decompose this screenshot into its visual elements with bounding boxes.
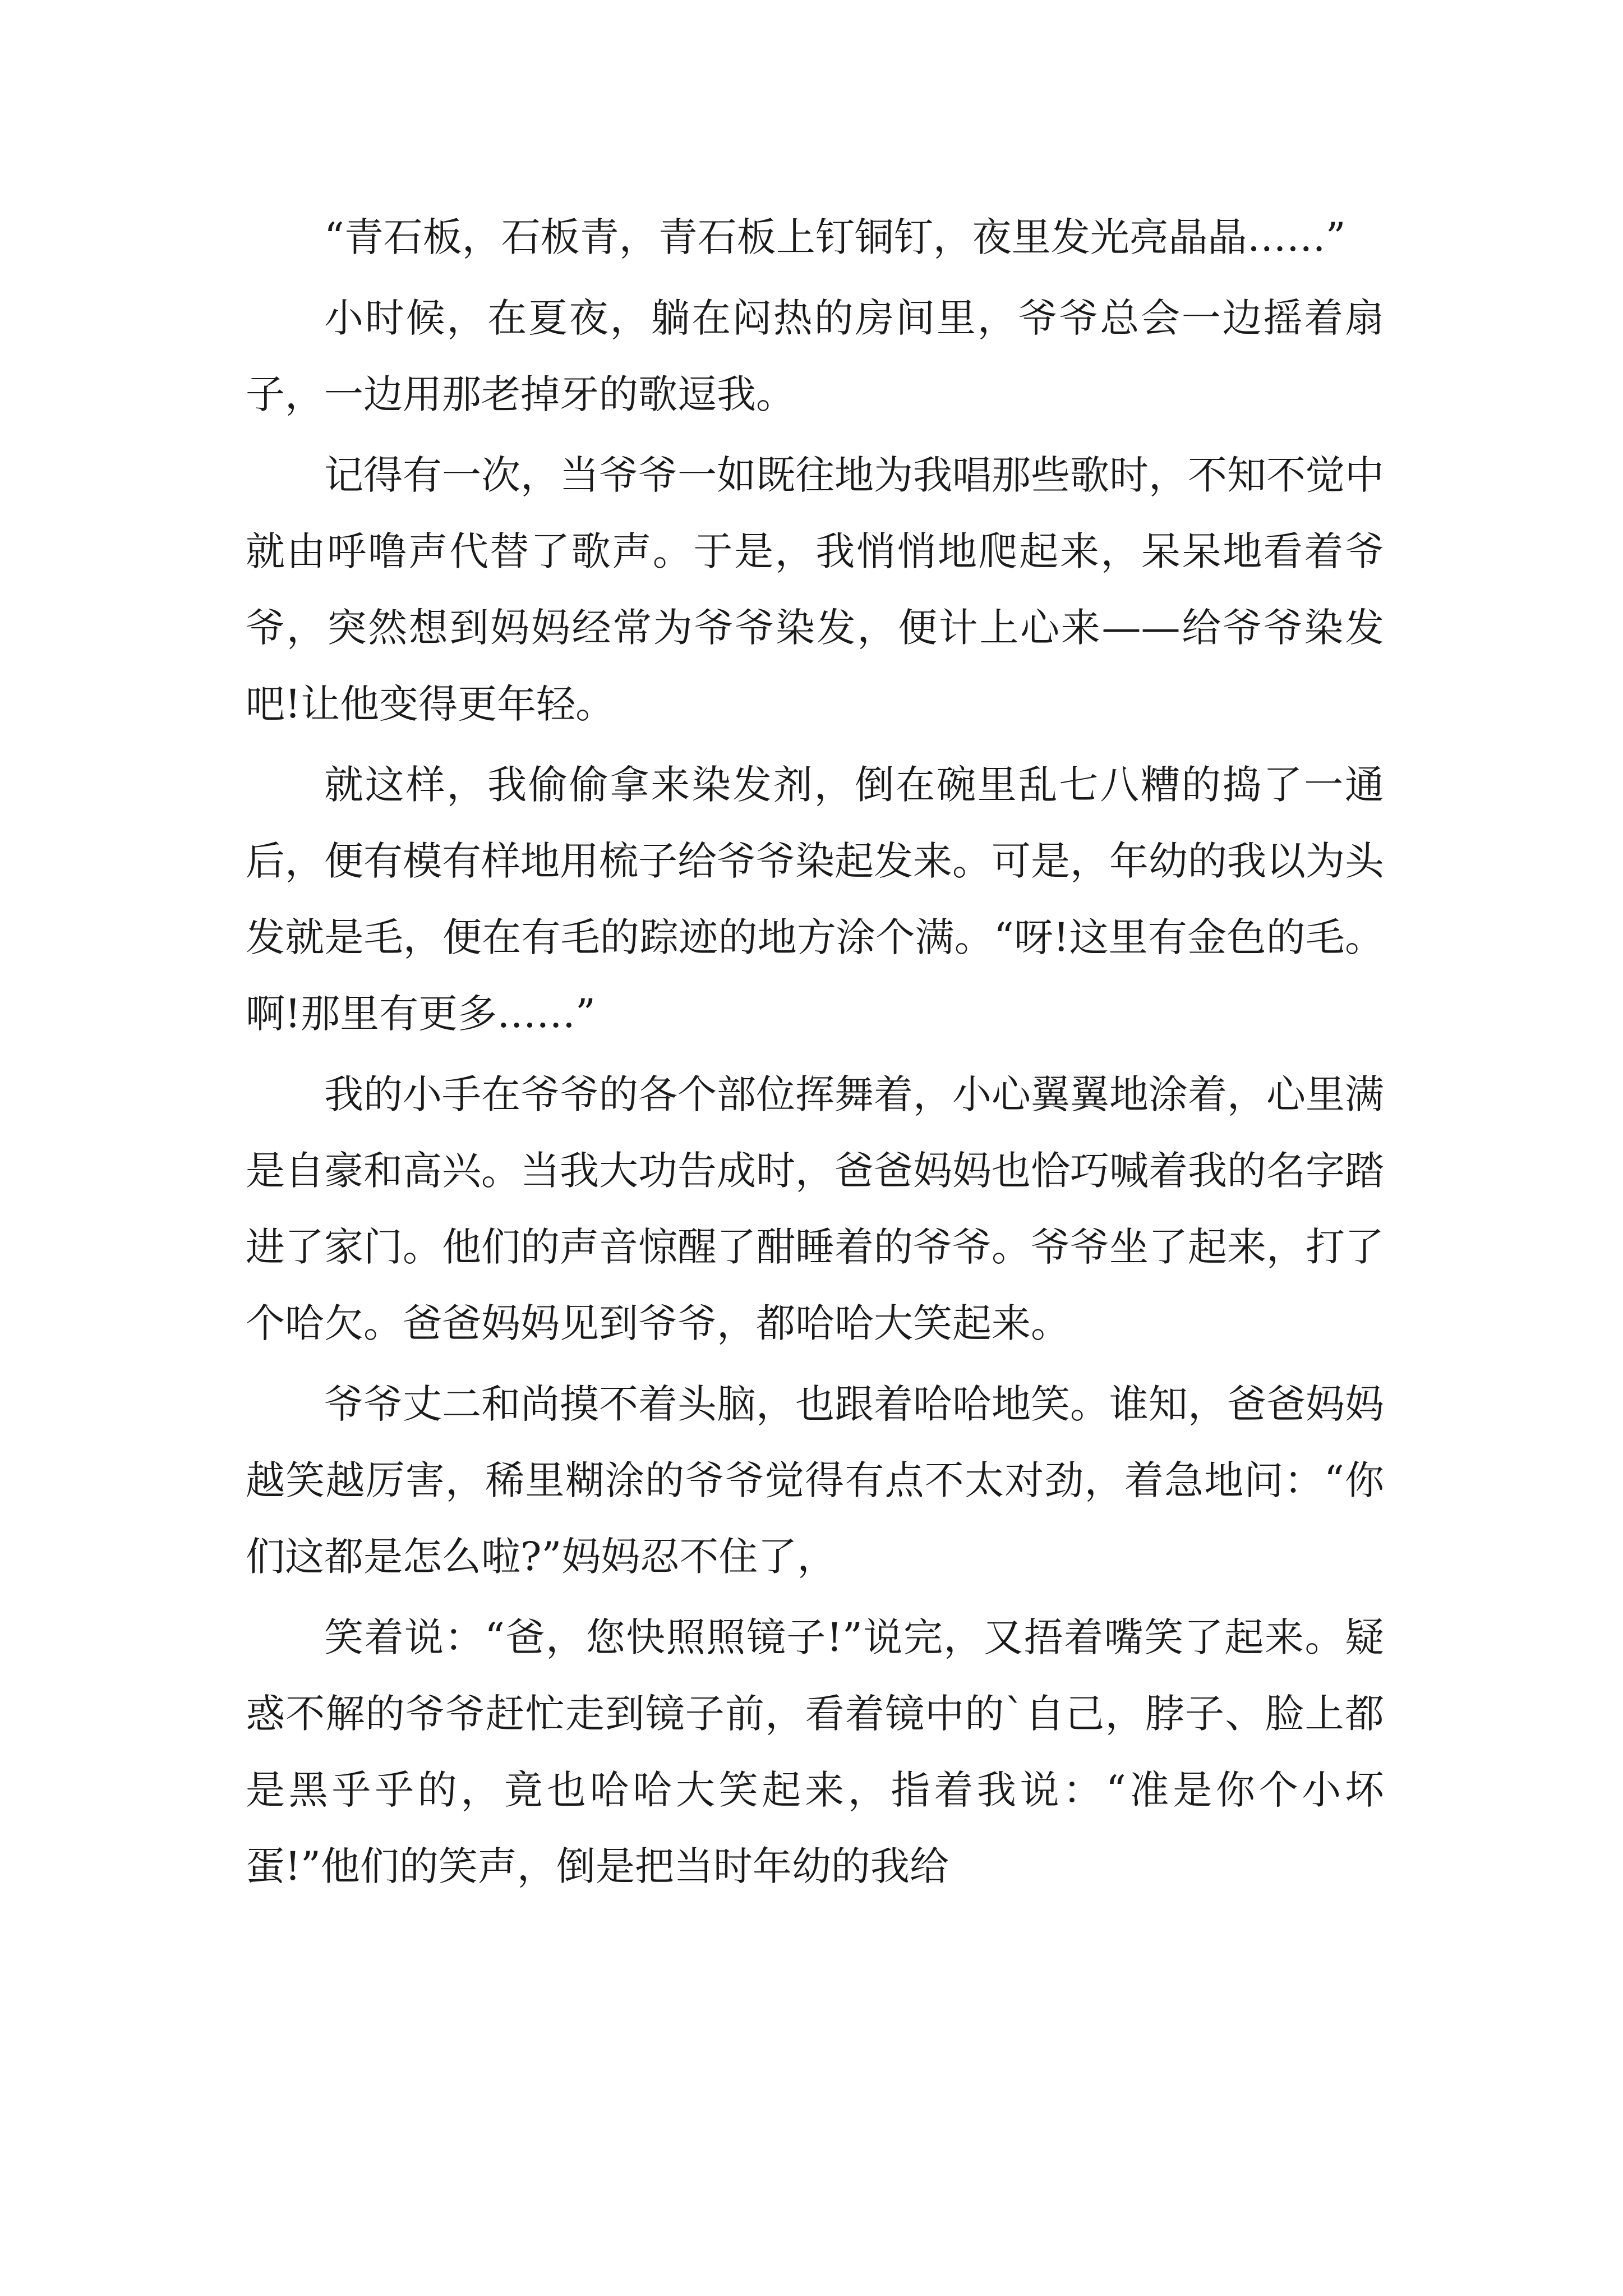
paragraph-5: 我的小手在爷爷的各个部位挥舞着，小心翼翼地涂着，心里满是自豪和高兴。当我大功告成时，爸爸妈妈也恰巧喊着我的名字踏进了家门。他们的声音惊醒了酣睡着的爷爷。爷爷坐了起来，打了个哈欠。爸爸妈妈见到爷爷，都哈哈大笑起来。 <box>246 1071 1384 1346</box>
paragraph-7: 笑着说：“爸，您快照照镜子!”说完，又捂着嘴笑了起来。疑惑不解的爷爷赶忙走到镜子前，看着镜中的`自己，脖子、脸上都是黑乎乎的，竟也哈哈大笑起来，指着我说：“准是你个小坏蛋!”他们的笑声，倒是把当时年幼的我给 <box>246 1614 1384 1889</box>
paragraph-1: “青石板，石板青，青石板上钉铜钉，夜里发光亮晶晶……” <box>324 214 1346 260</box>
paragraph-2: 小时候，在夏夜，躺在闷热的房间里，爷爷总会一边摇着扇子，一边用那老掉牙的歌逗我。 <box>246 295 1384 417</box>
paragraph-6: 爷爷丈二和尚摸不着头脑，也跟着哈哈地笑。谁知，爸爸妈妈越笑越厉害，稀里糊涂的爷爷觉得有点不太对劲，着急地问：“你们这都是怎么啦?”妈妈忍不住了， <box>246 1381 1384 1580</box>
paragraph-4: 就这样，我偷偷拿来染发剂，倒在碗里乱七八糟的捣了一通后，便有模有样地用梳子给爷爷染起发来。可是，年幼的我以为头发就是毛，便在有毛的踪迹的地方涂个满。“呀!这里有金色的毛。啊!那里有更多……” <box>246 762 1384 1037</box>
body-text <box>246 199 1384 1909</box>
paragraph-3: 记得有一次，当爷爷一如既往地为我唱那些歌时，不知不觉中就由呼噜声代替了歌声。于是，我悄悄地爬起来，呆呆地看着爷爷，突然想到妈妈经常为爷爷染发，便计上心来——给爷爷染发吧!让他变得更年轻。 <box>246 452 1384 727</box>
